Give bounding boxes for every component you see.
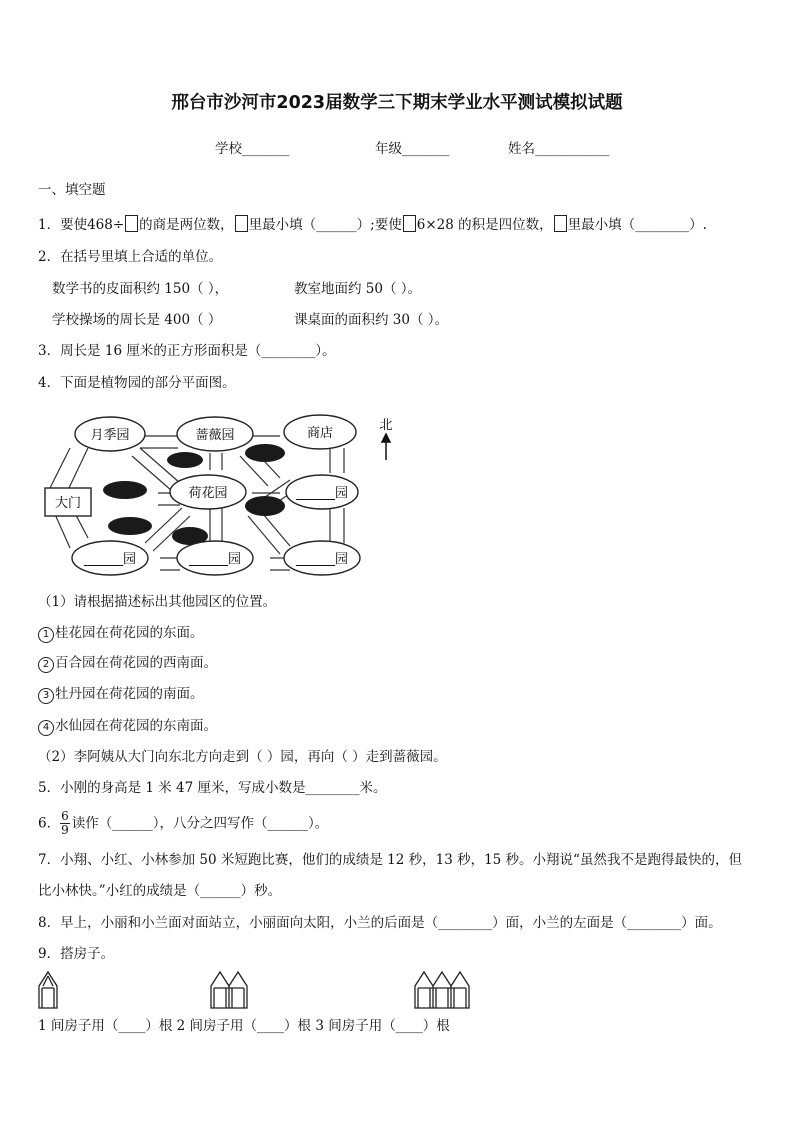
q4-item-text: 百合园在荷花园的西南面。 bbox=[55, 655, 217, 671]
q4-item-1 bbox=[38, 627, 204, 643]
map-label-blank-southeast: ______园 bbox=[295, 552, 349, 567]
map-label-qiangwei: 蔷薇园 bbox=[195, 428, 235, 443]
grade-field: 年级_______ bbox=[375, 141, 450, 157]
q4-item-text: 桂花园在荷花园的东面。 bbox=[55, 625, 204, 641]
question-9-stem: 9．搭房子。 bbox=[38, 946, 115, 962]
q2-line1-b: 教室地面约 50（ ）。 bbox=[294, 281, 422, 297]
q4-item-text: 水仙园在荷花园的东南面。 bbox=[55, 718, 217, 734]
fraction bbox=[60, 810, 70, 837]
q6-text: 读作（______），八分之四写作（______）。 bbox=[71, 815, 329, 832]
page-title: 邢台市沙河市2023届数学三下期末学业水平测试模拟试题 bbox=[171, 93, 623, 113]
name-field: 姓名___________ bbox=[508, 141, 610, 157]
q1-part-a: 1．要使468÷ bbox=[38, 217, 125, 233]
map-label-blank-southwest: ______园 bbox=[83, 552, 137, 567]
north-arrow-icon bbox=[382, 434, 390, 460]
blank-box bbox=[235, 215, 248, 232]
question-4-stem: 4．下面是植物园的部分平面图。 bbox=[38, 375, 236, 391]
map-label-hehua: 荷花园 bbox=[188, 486, 228, 501]
circled-number: 3 bbox=[38, 688, 54, 704]
blank-box bbox=[125, 215, 138, 232]
question-7-line2: 比小林快。”小红的成绩是（______）秒。 bbox=[38, 883, 282, 899]
fraction-numerator: 6 bbox=[61, 809, 69, 823]
question-6 bbox=[38, 810, 328, 837]
q6-prefix: 6． bbox=[38, 815, 61, 832]
q2-line2-b: 课桌面的面积约 30（ ）。 bbox=[294, 312, 449, 328]
question-2-stem: 2．在括号里填上合适的单位。 bbox=[38, 249, 223, 265]
map-label-blank-east: ______园 bbox=[295, 486, 349, 501]
blank-box bbox=[554, 215, 567, 232]
q1-part-c: 里最小填（______）;要使 bbox=[248, 217, 402, 233]
q1-part-d: 6×28 的积是四位数， bbox=[416, 217, 553, 233]
circled-number: 2 bbox=[38, 657, 54, 673]
blank-box bbox=[403, 215, 416, 232]
q4-item-4 bbox=[38, 720, 217, 736]
map-label-yueji: 月季园 bbox=[90, 428, 130, 443]
house-2-matchsticks bbox=[208, 970, 258, 1010]
question-5: 5．小刚的身高是 1 米 47 厘米，写成小数是________米。 bbox=[38, 780, 387, 796]
question-3: 3．周长是 16 厘米的正方形面积是（________）。 bbox=[38, 343, 336, 359]
north-label: 北 bbox=[379, 418, 393, 433]
question-9-answers: 1 间房子用（____）根 2 间房子用（____）根 3 间房子用（____）根 bbox=[38, 1018, 450, 1034]
circled-number: 4 bbox=[38, 720, 54, 736]
map-label-gate: 大门 bbox=[54, 496, 82, 511]
q1-part-e: 里最小填（________）. bbox=[567, 217, 707, 233]
q4-item-2 bbox=[38, 657, 217, 673]
question-8: 8．早上，小丽和小兰面对面站立，小丽面向太阳，小兰的后面是（________）面，小兰的左面是（________）面。 bbox=[38, 915, 722, 931]
garden-map bbox=[40, 408, 410, 583]
circled-number: 1 bbox=[38, 627, 54, 643]
map-label-blank-south: ______园 bbox=[188, 552, 242, 567]
question-1 bbox=[38, 215, 707, 233]
q2-line1-a: 数学书的皮面积约 150（ ）， bbox=[52, 281, 229, 297]
q4-item-text: 牡丹园在荷花园的南面。 bbox=[55, 686, 204, 702]
house-3-matchsticks bbox=[412, 970, 472, 1010]
house-1-matchsticks bbox=[36, 970, 68, 1010]
q4-sub1: （1）请根据描述标出其他园区的位置。 bbox=[38, 594, 277, 610]
q1-part-b: 的商是两位数， bbox=[139, 217, 234, 233]
question-7-line1: 7．小翔、小红、小林参加 50 米短跑比赛，他们的成绩是 12 秒，13 秒，15 秒。小翔说“虽然我不是跑得最快的，但 bbox=[38, 852, 742, 868]
fraction-denominator: 9 bbox=[61, 823, 69, 838]
section-heading: 一、填空题 bbox=[38, 182, 106, 198]
q2-line2-a: 学校操场的周长是 400（ ） bbox=[52, 312, 222, 328]
q4-sub2: （2）李阿姨从大门向东北方向走到（ ）园，再向（ ）走到蔷薇园。 bbox=[38, 749, 447, 765]
map-label-shop: 商店 bbox=[306, 426, 334, 441]
q4-item-3 bbox=[38, 688, 204, 704]
school-field: 学校_______ bbox=[215, 141, 290, 157]
